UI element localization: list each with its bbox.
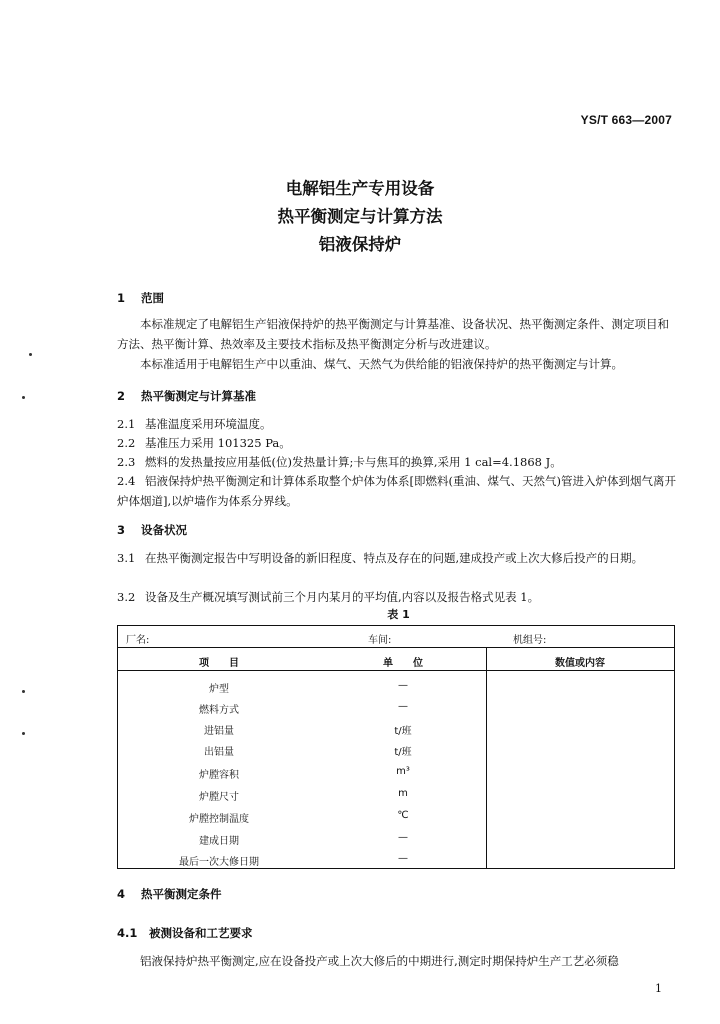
section-1-paragraph-1: 本标准规定了电解铝生产铝液保持炉的热平衡测定与计算基准、设备状况、热平衡测定条件、测定项目和方法、热平衡计算、热效率及主要技术指标及热平衡测定分析与改进建议。 xyxy=(117,317,669,351)
table-row-item: 建成日期 xyxy=(199,836,239,847)
item-2-3 xyxy=(117,452,677,472)
table-row-item: 进铝量 xyxy=(204,726,234,737)
section-number: 2 xyxy=(117,389,126,403)
item-text: 基准压力采用 101325 Pa。 xyxy=(145,436,291,450)
section-1-heading xyxy=(117,290,164,306)
scan-speck xyxy=(22,732,25,735)
item-3-1 xyxy=(117,548,677,568)
item-number: 2.3 xyxy=(117,455,136,469)
table-row-unit: — xyxy=(398,701,408,712)
workshop-label: 车间: xyxy=(368,635,392,646)
item-text: 基准温度采用环境温度。 xyxy=(145,417,272,431)
section-title: 被测设备和工艺要求 xyxy=(149,926,253,940)
section-title: 热平衡测定条件 xyxy=(141,887,222,901)
item-2-2 xyxy=(117,433,677,453)
item-2-4 xyxy=(117,471,677,511)
scan-speck xyxy=(22,396,25,399)
section-number: 1 xyxy=(117,291,126,305)
item-2-1 xyxy=(117,414,677,434)
item-3-2 xyxy=(117,587,677,607)
section-number: 4 xyxy=(117,887,126,901)
table-row-unit: ℃ xyxy=(397,810,409,821)
section-4-1-heading xyxy=(117,925,253,941)
item-text: 设备及生产概况填写测试前三个月内某月的平均值,内容以及报告格式见表 1。 xyxy=(145,590,540,604)
item-number: 2.2 xyxy=(117,436,136,450)
table-rule xyxy=(118,670,674,671)
table-row-item: 炉膛容积 xyxy=(199,770,239,781)
section-4-heading xyxy=(117,886,222,902)
standard-code: YS/T 663—2007 xyxy=(580,113,672,127)
table-row-unit: — xyxy=(398,853,408,864)
section-3-heading xyxy=(117,522,187,538)
item-number: 2.1 xyxy=(117,417,136,431)
table-column-divider xyxy=(486,647,487,868)
section-number: 3 xyxy=(117,523,126,537)
item-text: 在热平衡测定报告中写明设备的新旧程度、特点及存在的问题,建成投产或上次大修后投产的日期。 xyxy=(145,551,644,565)
title-line-1: 电解铝生产专用设备 xyxy=(285,179,435,198)
section-number: 4.1 xyxy=(117,926,138,940)
section-1-paragraph-2: 本标准适用于电解铝生产中以重油、煤气、天然气为供给能的铝液保持炉的热平衡测定与计算。 xyxy=(140,357,623,371)
table-row-unit: — xyxy=(398,832,408,843)
section-title: 热平衡测定与计算基准 xyxy=(141,389,257,403)
section-4-1-paragraph: 铝液保持炉热平衡测定,应在设备投产或上次大修后的中期进行,测定时期保持炉生产工艺必须稳 xyxy=(140,954,619,968)
factory-name-label: 厂名: xyxy=(126,635,150,646)
item-number: 2.4 xyxy=(117,474,136,488)
item-number: 3.1 xyxy=(117,551,136,565)
column-header-unit: 单 位 xyxy=(383,658,423,669)
section-title: 设备状况 xyxy=(141,523,188,537)
table-row-item: 燃料方式 xyxy=(199,705,239,716)
item-number: 3.2 xyxy=(117,590,136,604)
table-caption: 表 1 xyxy=(387,608,410,621)
scan-speck xyxy=(22,690,25,693)
table-row-unit: t/班 xyxy=(394,747,412,758)
equipment-table xyxy=(117,625,675,869)
scan-speck xyxy=(29,353,32,356)
table-row-item: 最后一次大修日期 xyxy=(179,857,259,868)
table-row-unit: t/班 xyxy=(394,726,412,737)
page-number: 1 xyxy=(655,982,662,995)
section-2-heading xyxy=(117,388,256,404)
table-row-unit: m³ xyxy=(396,766,410,777)
title-line-2: 热平衡测定与计算方法 xyxy=(277,207,443,226)
item-text: 燃料的发热量按应用基低(位)发热量计算;卡与焦耳的换算,采用 1 cal=4.1868 J。 xyxy=(145,455,562,469)
table-rule xyxy=(118,647,674,648)
column-header-item: 项 目 xyxy=(199,658,239,669)
table-row-item: 炉膛控制温度 xyxy=(189,814,249,825)
column-header-value: 数值或内容 xyxy=(555,658,605,669)
table-row-item: 出铝量 xyxy=(204,747,234,758)
table-row-item: 炉膛尺寸 xyxy=(199,792,239,803)
title-line-3: 铝液保持炉 xyxy=(318,235,402,254)
unit-number-label: 机组号: xyxy=(513,635,547,646)
table-row-unit: — xyxy=(398,680,408,691)
table-row-unit: m xyxy=(398,788,408,799)
table-row-item: 炉型 xyxy=(209,684,229,695)
item-text: 铝液保持炉热平衡测定和计算体系取整个炉体为体系[即燃料(重油、煤气、天然气)管进入炉体到烟气离开炉体烟道],以炉墙作为体系分界线。 xyxy=(117,474,676,508)
section-title: 范围 xyxy=(141,291,165,305)
